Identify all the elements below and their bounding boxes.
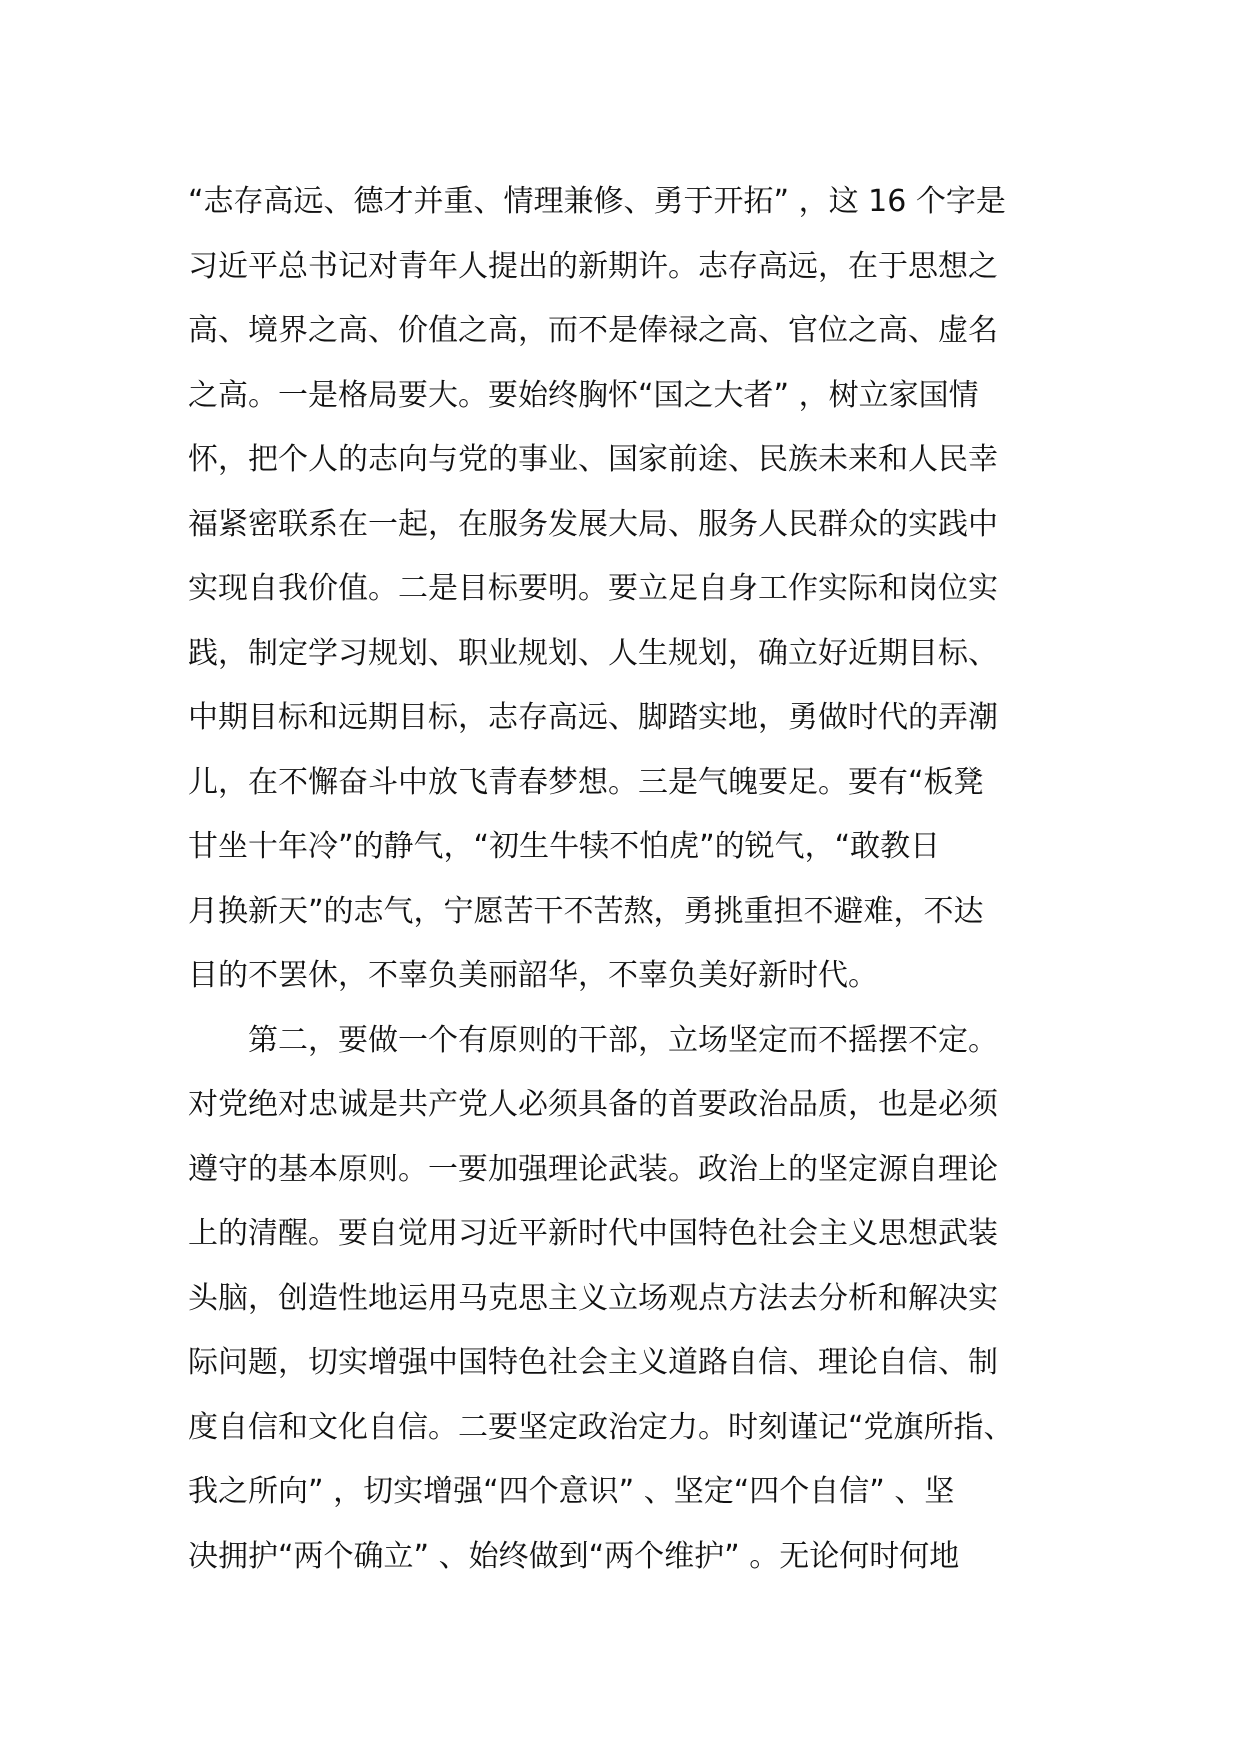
text-line: 中期目标和远期目标，志存高远、脚踏实地，勇做时代的弄潮: [188, 700, 998, 735]
text-line: 之高。一是格局要大。要始终胸怀“国之大者” ，树立家国情: [188, 377, 979, 413]
text-line: 上的清醒。要自觉用习近平新时代中国特色社会主义思想武装: [188, 1216, 998, 1251]
text-line: 儿，在不懈奋斗中放飞青春梦想。三是气魄要足。要有“板凳: [188, 764, 984, 800]
text-line: 福紧密联系在一起，在服务发展大局、服务人民群众的实践中: [188, 506, 998, 542]
text-line: 头脑，创造性地运用马克思主义立场观点方法去分析和解决实: [188, 1280, 998, 1316]
text-line: 我之所向” ，切实增强“四个意识” 、坚定“四个自信” 、坚: [188, 1474, 955, 1509]
text-line: 践，制定学习规划、职业规划、人生规划，确立好近期目标、: [188, 635, 998, 671]
text-line: 遵守的基本原则。一要加强理论武装。政治上的坚定源自理论: [188, 1151, 998, 1187]
text-line: “志存高远、德才并重、情理兼修、勇于开拓” ，这 16 个字是: [188, 184, 1006, 219]
text-line: 习近平总书记对青年人提出的新期许。志存高远，在于思想之: [188, 248, 998, 284]
text-line: 怀，把个人的志向与党的事业、国家前途、民族未来和人民幸: [188, 442, 998, 477]
text-line: 际问题，切实增强中国特色社会主义道路自信、理论自信、制: [188, 1345, 998, 1380]
text-line: 实现自我价值。二是目标要明。要立足自身工作实际和岗位实: [188, 571, 998, 606]
text-line: 决拥护“两个确立” 、始终做到“两个维护” 。无论何时何地: [188, 1538, 960, 1574]
body-text: [188, 170, 1068, 1589]
text-line: 目的不罢休，不辜负美丽韶华，不辜负美好新时代。: [188, 958, 878, 993]
text-line: 高、境界之高、价值之高，而不是俸禄之高、官位之高、虚名: [188, 313, 998, 348]
paragraph-heading-line: 第二，要做一个有原则的干部，立场坚定而不摇摆不定。: [248, 1022, 998, 1058]
text-line: 甘坐十年冷”的静气，“初生牛犊不怕虎”的锐气，“敢教日: [188, 829, 941, 864]
text-line: 对党绝对忠诚是共产党人必须具备的首要政治品质，也是必须: [188, 1087, 998, 1122]
text-line: 度自信和文化自信。二要坚定政治定力。时刻谨记“党旗所指、: [188, 1409, 1014, 1445]
text-line: 月换新天”的志气，宁愿苦干不苦熬，勇挑重担不避难，不达: [188, 893, 984, 929]
